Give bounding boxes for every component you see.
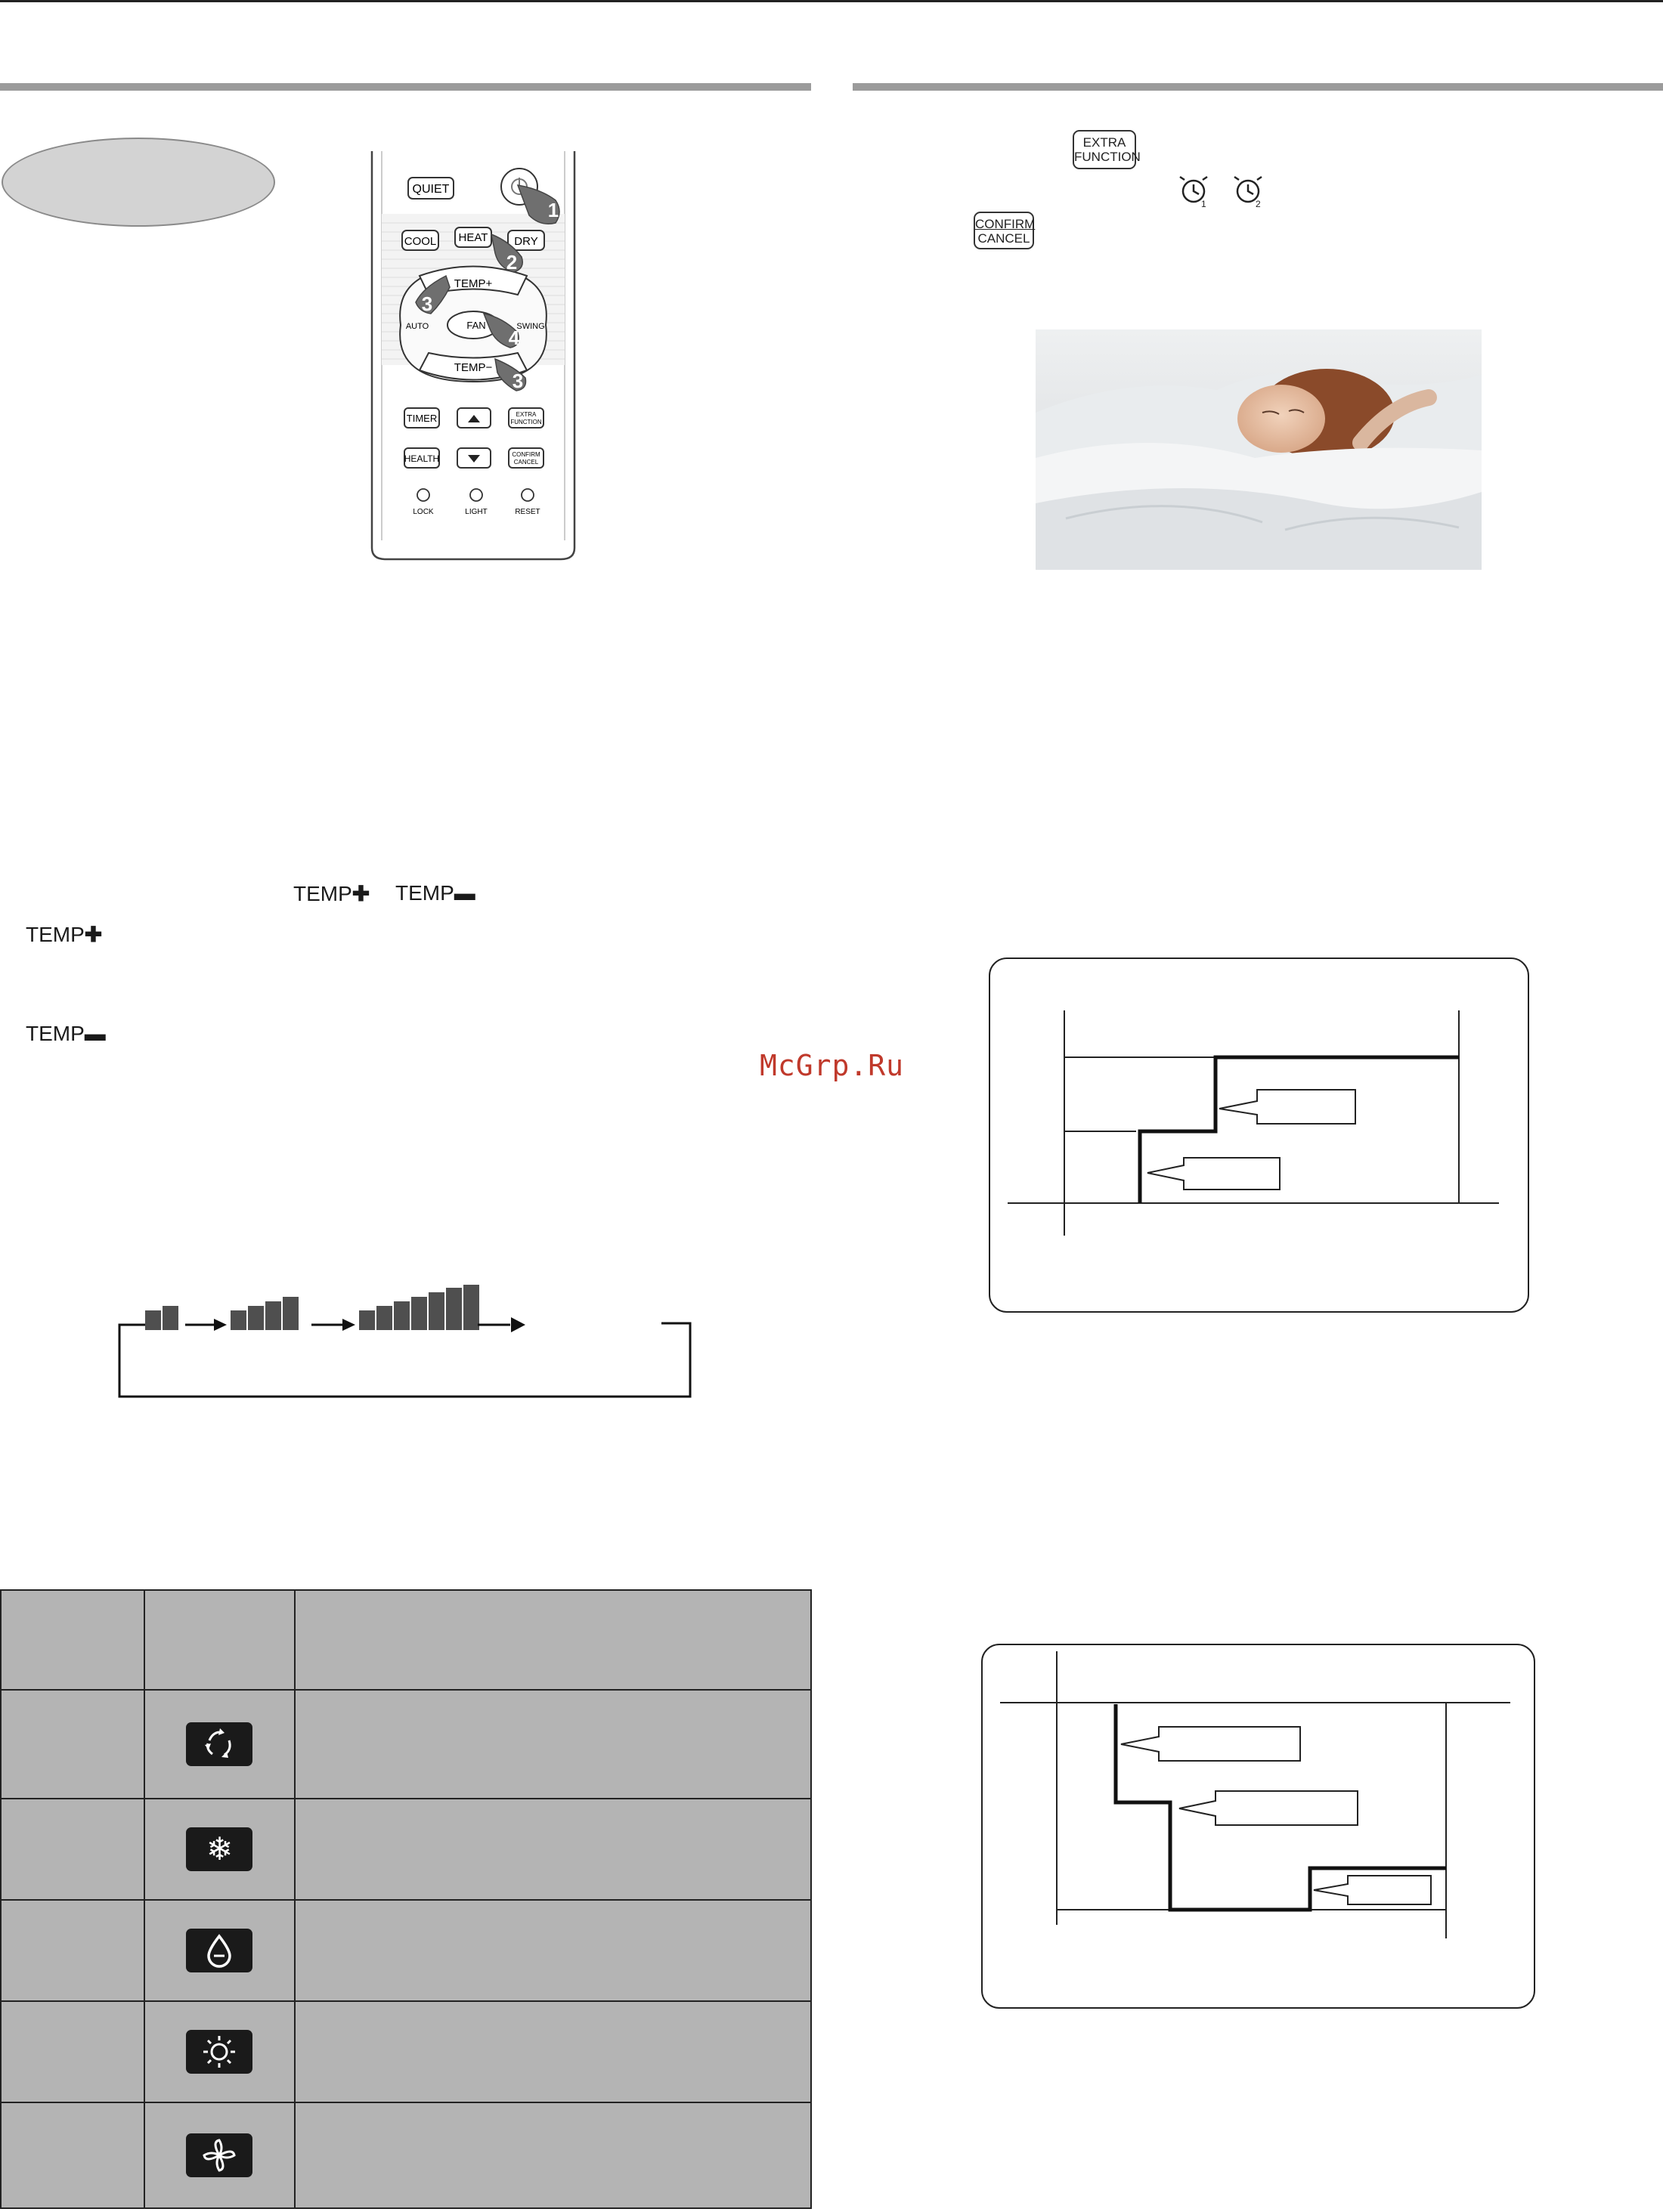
heat-button-label: HEAT [458, 231, 488, 244]
water-drop-icon [186, 1929, 252, 1972]
temp-plus-text: TEMP [293, 882, 352, 905]
alarm-clock-icons [1175, 172, 1266, 210]
swing-button-label: SWING [516, 322, 545, 331]
header-cell-icon [144, 1590, 296, 1690]
dry-button-label: DRY [514, 235, 538, 248]
plus-sign: ✚ [351, 882, 370, 905]
fan-speed-bar [248, 1306, 264, 1330]
left-section-bar [0, 83, 811, 91]
svg-text:2: 2 [1256, 199, 1261, 209]
fan-button-label: FAN [466, 320, 486, 331]
fan-speed-bar [231, 1310, 246, 1330]
header-cell-description [295, 1590, 811, 1690]
callout-4: 4 [508, 326, 520, 349]
temp-plus-text-2: TEMP [26, 923, 85, 946]
mode-table-header [1, 1590, 811, 1690]
temp-minus-text: TEMP [395, 881, 454, 905]
minus-sign: ▬ [454, 881, 475, 905]
fan-speed-bar [376, 1306, 392, 1330]
mode-table [0, 1589, 812, 2209]
temp-minus-label [395, 881, 475, 905]
confirm-key-line2: CANCEL [977, 231, 1030, 246]
fan-speed-bar [411, 1297, 427, 1330]
fan-speed-bar [394, 1301, 410, 1330]
auto-cycle-icon [186, 1722, 252, 1766]
callout-3a: 3 [421, 292, 433, 315]
lock-button-label: LOCK [413, 508, 434, 516]
fan-speed-bar [359, 1310, 375, 1330]
fan-speed-bar [446, 1288, 462, 1330]
minus-sign-2: ▬ [84, 1022, 106, 1045]
step-diagram-2 [981, 1644, 1535, 2009]
fan-speed-cycle-diagram [113, 1285, 695, 1406]
watermark: McGrp.Ru [760, 1049, 905, 1082]
temp-minus-text-2: TEMP [26, 1022, 85, 1045]
remote-control-illustration [363, 147, 590, 563]
light-button-label: LIGHT [465, 508, 488, 516]
confirm-cancel-key-icon [974, 212, 1034, 249]
header-cell-mode [1, 1590, 144, 1690]
table-row [1, 1799, 811, 1900]
temp-plus-label-2 [26, 922, 102, 947]
health-button-label: HEALTH [404, 453, 440, 464]
sleeping-woman-photo [1036, 329, 1482, 570]
temp-minus-label-2 [26, 1022, 106, 1046]
reset-button-label: RESET [515, 508, 540, 516]
fan-speed-bar [265, 1301, 281, 1330]
fan-speed-bar [145, 1310, 161, 1330]
svg-text:CONFIRM: CONFIRM [512, 451, 540, 458]
svg-text:CANCEL: CANCEL [513, 459, 539, 466]
table-row [1, 2102, 811, 2208]
table-row [1, 1900, 811, 2001]
right-section-bar [853, 83, 1663, 91]
temp-minus-button-label: TEMP− [454, 361, 493, 374]
timer-button-label: TIMER [406, 413, 438, 424]
top-rule [0, 0, 1663, 2]
fan-speed-bar [283, 1297, 299, 1330]
extra-key-line2: FUNCTION [1074, 150, 1141, 164]
callout-3b: 3 [512, 370, 524, 392]
fan-speed-bars [145, 1285, 479, 1330]
section-oval-badge [2, 138, 275, 227]
plus-sign-2: ✚ [84, 923, 103, 946]
sun-icon [186, 2030, 252, 2074]
step-diagram-1 [989, 958, 1529, 1313]
table-row [1, 2001, 811, 2102]
svg-text:EXTRA: EXTRA [516, 411, 537, 418]
svg-text:FUNCTION: FUNCTION [510, 419, 542, 425]
auto-button-label: AUTO [405, 322, 429, 331]
svg-text:1: 1 [1201, 199, 1206, 209]
cool-button-label: COOL [404, 235, 437, 248]
fan-speed-bar [429, 1292, 444, 1330]
fan-speed-bar [463, 1285, 479, 1330]
callout-2: 2 [506, 251, 518, 274]
snowflake-icon: ❄ [186, 1827, 252, 1871]
fan-speed-bar [163, 1306, 178, 1330]
quiet-button-label: QUIET [412, 183, 450, 196]
extra-function-key-icon [1073, 130, 1141, 169]
table-row [1, 1690, 811, 1799]
fan-icon [186, 2133, 252, 2177]
confirm-key-line1: CONFIRM [975, 217, 1036, 231]
callout-1: 1 [547, 199, 559, 221]
extra-key-line1: EXTRA [1082, 135, 1126, 150]
temp-plus-label [293, 881, 370, 906]
temp-plus-button-label: TEMP+ [454, 277, 493, 290]
